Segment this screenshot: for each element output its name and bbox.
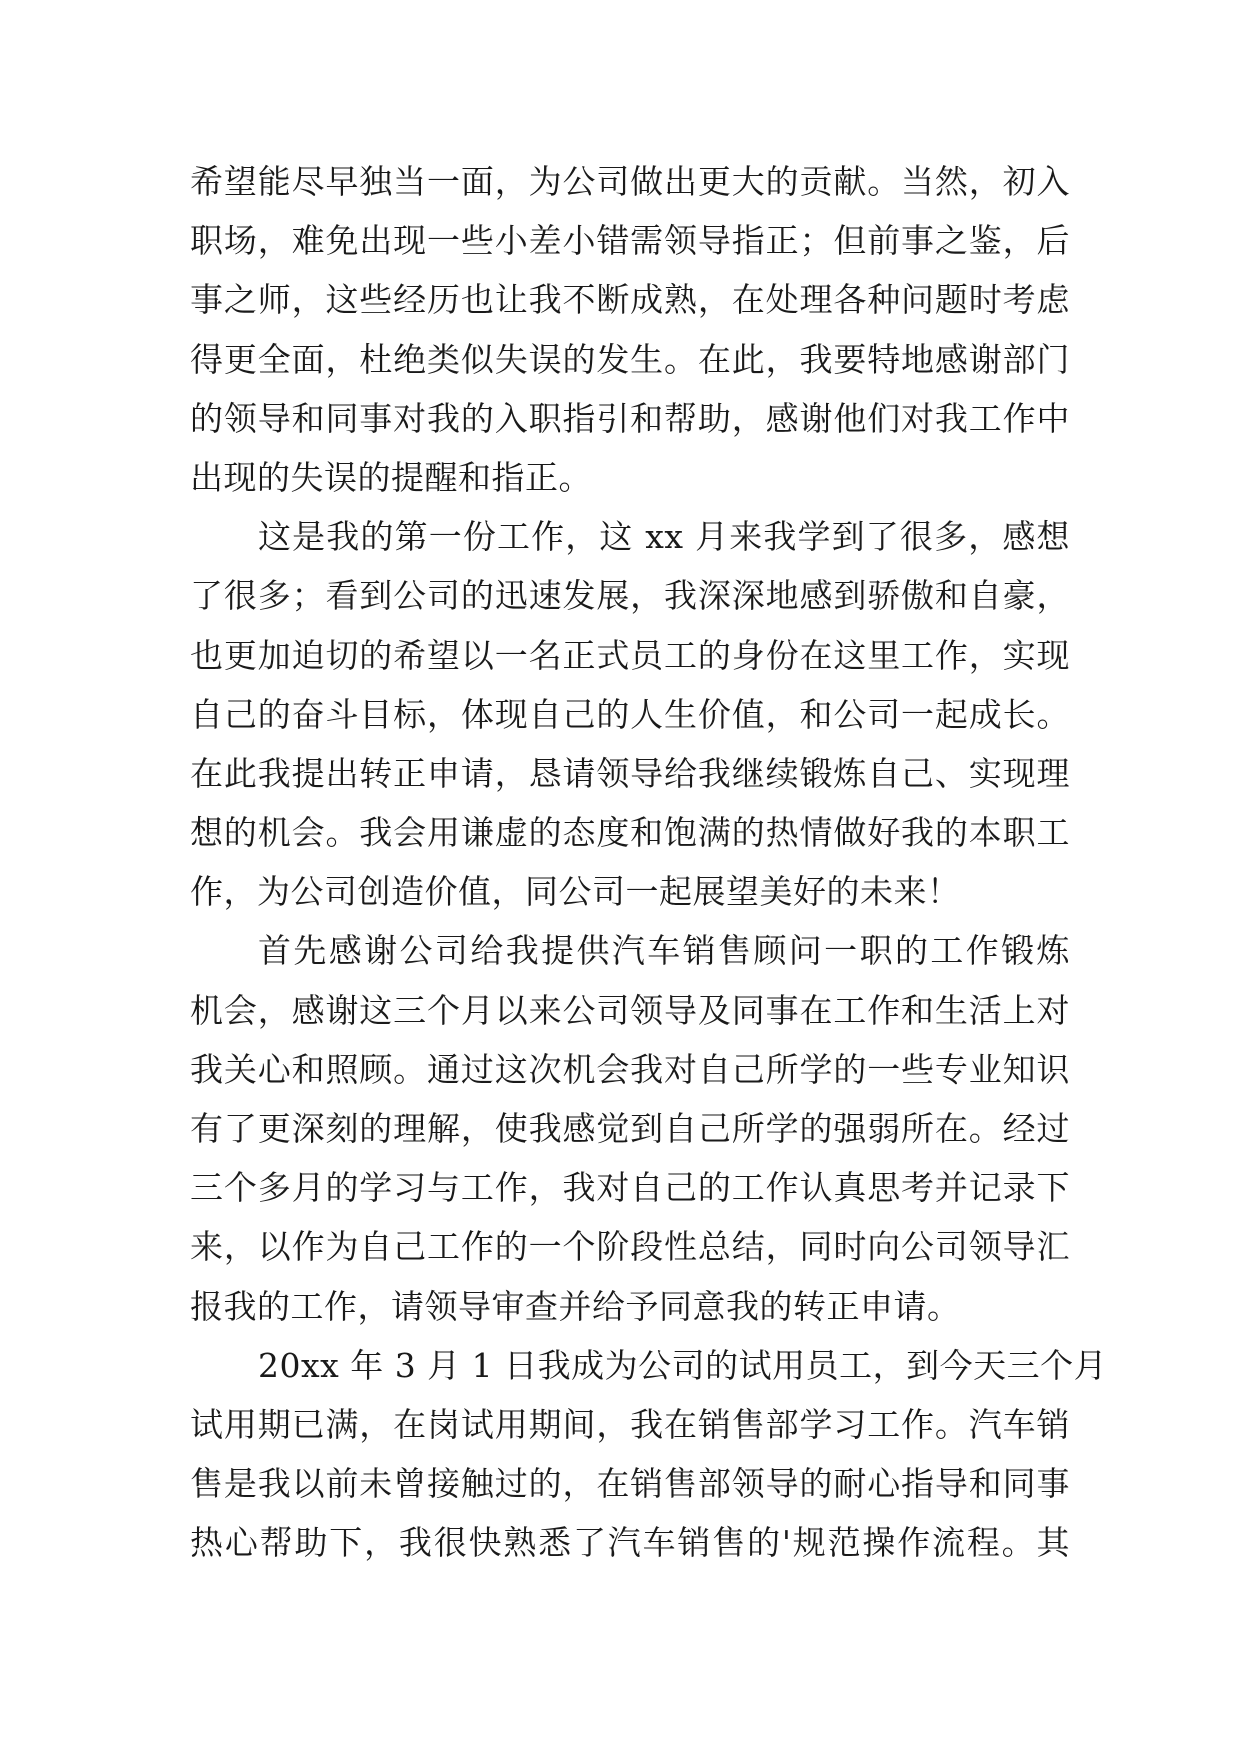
text-line: 了很多；看到公司的迅速发展，我深深地感到骄傲和自豪，	[190, 576, 1070, 616]
text-line: 自己的奋斗目标，体现自己的人生价值，和公司一起成长。	[190, 694, 1070, 734]
text-line: 职场，难免出现一些小差小错需领导指正；但前事之鉴，后	[190, 221, 1070, 261]
text-line: 机会，感谢这三个月以来公司领导及同事在工作和生活上对	[190, 990, 1070, 1030]
text-line: 我关心和照顾。通过这次机会我对自己所学的一些专业知识	[190, 1049, 1070, 1089]
text-line: 售是我以前未曾接触过的，在销售部领导的耐心指导和同事	[190, 1464, 1070, 1504]
text-line: 也更加迫切的希望以一名正式员工的身份在这里工作，实现	[190, 635, 1070, 675]
text-line: 的领导和同事对我的入职指引和帮助，感谢他们对我工作中	[190, 398, 1070, 438]
text-line: 出现的失误的提醒和指正。	[190, 457, 592, 497]
text-line: 报我的工作，请领导审查并给予同意我的转正申请。	[190, 1286, 961, 1326]
text-line: 得更全面，杜绝类似失误的发生。在此，我要特地感谢部门	[190, 339, 1070, 379]
paragraph	[190, 507, 1070, 921]
text-line: 希望能尽早独当一面，为公司做出更大的贡献。当然，初入	[190, 162, 1070, 201]
text-line: 这是我的第一份工作，这 xx 月来我学到了很多，感想	[258, 517, 1070, 557]
text-line: 20xx 年 3 月 1 日我成为公司的试用员工，到今天三个月	[258, 1345, 1108, 1385]
text-line: 想的机会。我会用谦虚的态度和饱满的热情做好我的本职工	[190, 813, 1070, 853]
text-line: 试用期已满，在岗试用期间，我在销售部学习工作。汽车销	[190, 1404, 1070, 1444]
text-line: 作，为公司创造价值，同公司一起展望美好的未来！	[190, 872, 961, 912]
text-line: 有了更深刻的理解，使我感觉到自己所学的强弱所在。经过	[190, 1109, 1070, 1148]
paragraph	[190, 1336, 1108, 1573]
paragraph	[190, 921, 1070, 1335]
paragraph	[190, 152, 1070, 507]
text-line: 事之师，这些经历也让我不断成熟，在处理各种问题时考虑	[190, 280, 1070, 320]
text-line: 三个多月的学习与工作，我对自己的工作认真思考并记录下	[190, 1168, 1070, 1208]
text-line: 来，以作为自己工作的一个阶段性总结，同时向公司领导汇	[190, 1227, 1070, 1267]
text-line: 首先感谢公司给我提供汽车销售顾问一职的工作锻炼	[258, 931, 1070, 971]
text-line: 在此我提出转正申请，恳请领导给我继续锻炼自己、实现理	[190, 753, 1070, 793]
document-body	[190, 152, 1108, 1573]
text-line: 热心帮助下，我很快熟悉了汽车销售的'规范操作流程。其	[190, 1523, 1070, 1563]
